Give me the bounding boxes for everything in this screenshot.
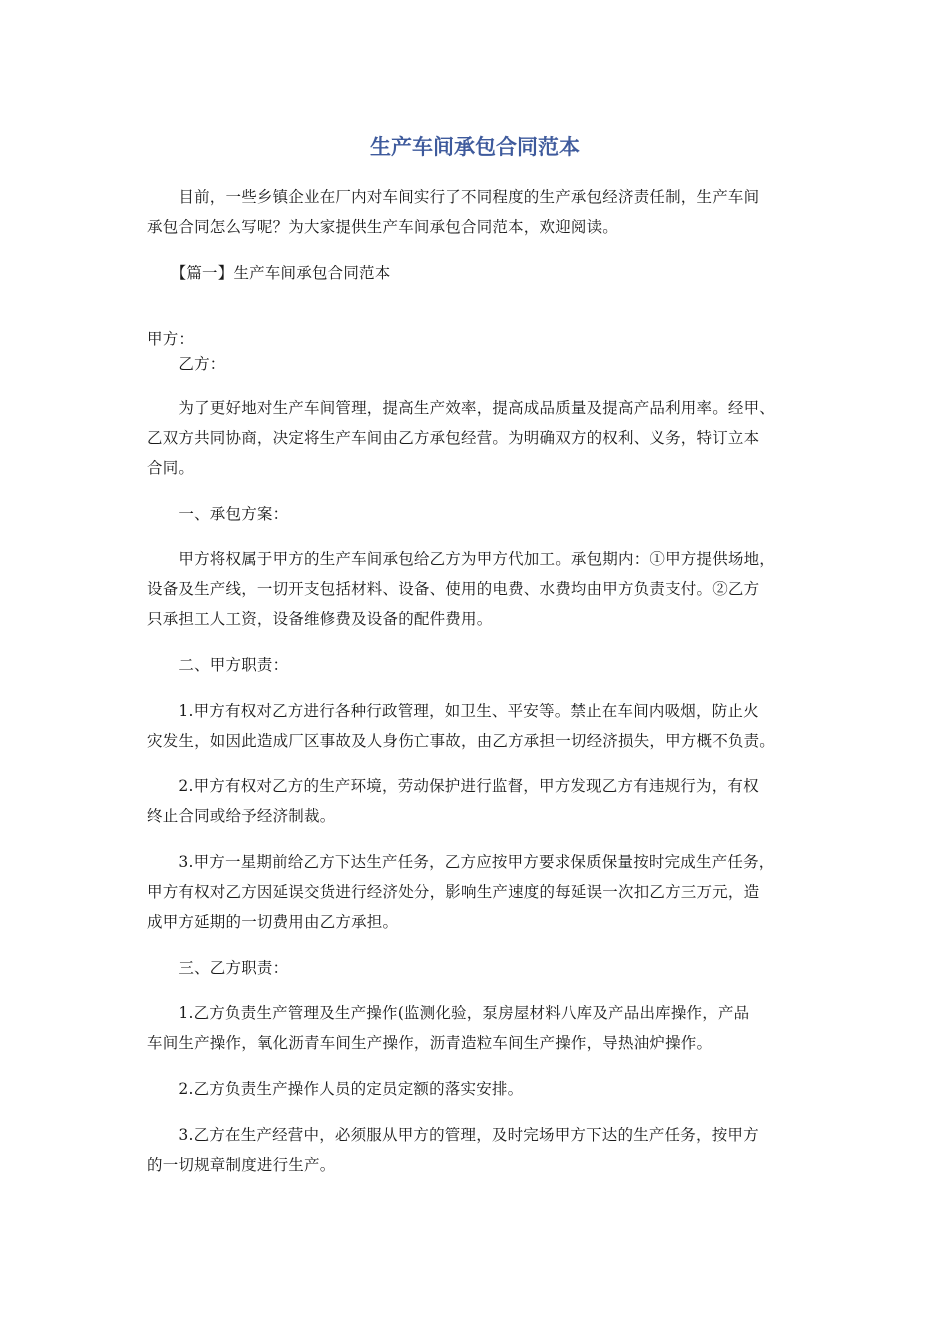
text-line: 2.乙方负责生产操作人员的定员定额的落实安排。	[147, 1080, 524, 1098]
text-line: 合同。	[147, 459, 195, 477]
section-heading: 三、乙方职责：	[147, 959, 289, 977]
text-line: 1.乙方负责生产管理及生产操作(监测化验，泵房屋材料八库及产品出库操作，产品	[147, 1004, 750, 1022]
text-line: 终止合同或给予经济制裁。	[147, 807, 336, 825]
text-line: 灾发生，如因此造成厂区事故及人身伤亡事故，由乙方承担一切经济损失，甲方概不负责。	[147, 732, 776, 750]
text-line: 3.乙方在生产经营中，必须服从甲方的管理，及时完场甲方下达的生产任务，按甲方	[147, 1126, 759, 1144]
section-heading: 二、甲方职责：	[147, 656, 289, 674]
text-line: 2.甲方有权对乙方的生产环境，劳动保护进行监督，甲方发现乙方有违规行为，有权	[147, 777, 759, 795]
text-line: 甲方将权属于甲方的生产车间承包给乙方为甲方代加工。承包期内：①甲方提供场地，	[147, 550, 776, 568]
text-line: 甲方有权对乙方因延误交货进行经济处分，影响生产速度的每延误一次扣乙方三万元，造	[147, 883, 760, 901]
text-line: 1.甲方有权对乙方进行各种行政管理，如卫生、平安等。禁止在车间内吸烟，防止火	[147, 702, 759, 720]
text-line: 乙双方共同协商，决定将生产车间由乙方承包经营。为明确双方的权利、义务，特订立本	[147, 429, 760, 447]
text-line: 车间生产操作，氧化沥青车间生产操作，沥青造粒车间生产操作，导热油炉操作。	[147, 1034, 713, 1052]
text-line: 承包合同怎么写呢？为大家提供生产车间承包合同范本，欢迎阅读。	[147, 218, 619, 236]
text-line: 设备及生产线，一切开支包括材料、设备、使用的电费、水费均由甲方负责支付。②乙方	[147, 580, 760, 598]
text-line: 为了更好地对生产车间管理，提高生产效率，提高成品质量及提高产品利用率。经甲、	[147, 399, 776, 417]
text-line: 成甲方延期的一切费用由乙方承担。	[147, 913, 399, 931]
text-line: 乙方：	[147, 355, 226, 373]
document-title: 生产车间承包合同范本	[370, 135, 580, 159]
text-line: 目前，一些乡镇企业在厂内对车间实行了不同程度的生产承包经济责任制，生产车间	[147, 188, 760, 206]
section-heading: 【篇一】生产车间承包合同范本	[147, 264, 391, 282]
section-heading: 一、承包方案：	[147, 505, 289, 523]
text-line: 甲方：	[147, 330, 195, 348]
text-line: 的一切规章制度进行生产。	[147, 1156, 336, 1174]
text-line: 3.甲方一星期前给乙方下达生产任务，乙方应按甲方要求保质保量按时完成生产任务，	[147, 853, 775, 871]
text-line: 只承担工人工资，设备维修费及设备的配件费用。	[147, 610, 493, 628]
